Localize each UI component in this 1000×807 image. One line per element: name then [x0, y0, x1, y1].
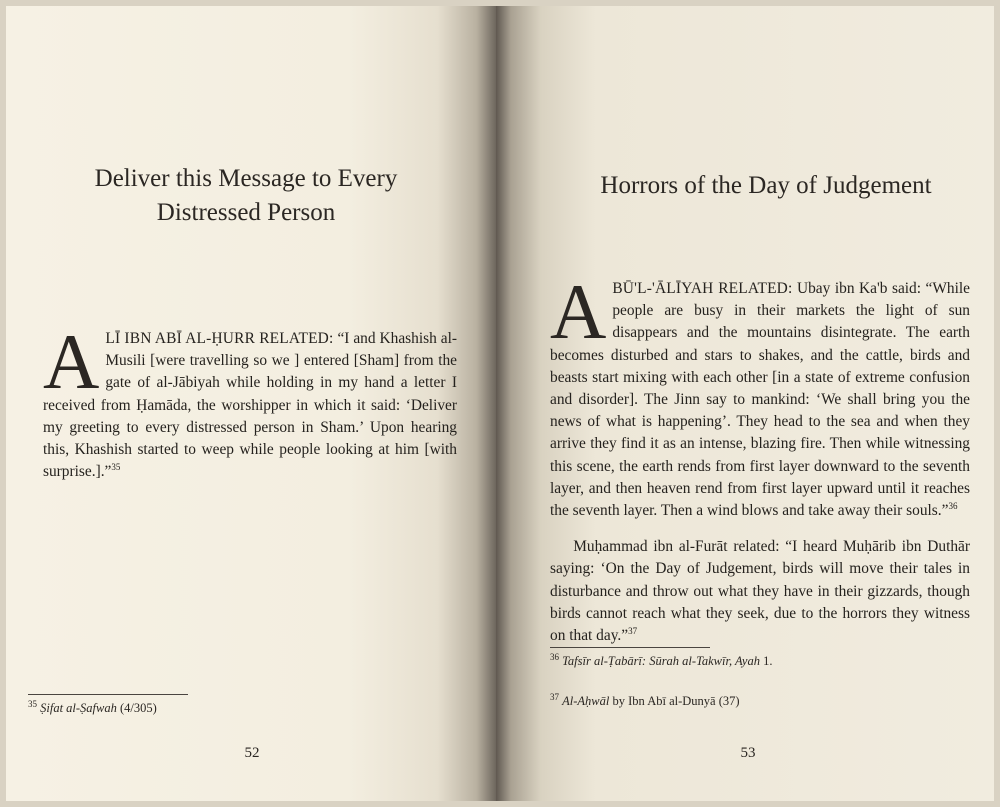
- left-drop-cap: A: [43, 318, 100, 405]
- right-chapter-title: Horrors of the Day of Judgement: [600, 172, 932, 199]
- right-footnote-number-36: 36: [550, 651, 559, 662]
- left-footnote: [28, 700, 157, 716]
- right-footnote-source-37: Al-Aḥwāl: [562, 694, 610, 708]
- right-paragraph-1: [550, 268, 970, 522]
- right-page-number: 53: [740, 745, 756, 761]
- right-footnote-rule: [550, 647, 710, 648]
- right-body-text: [550, 268, 970, 647]
- left-title-line2: Distressed Person: [156, 199, 336, 226]
- left-footnote-ref: (4/305): [116, 701, 157, 715]
- right-page: [496, 6, 994, 801]
- left-footnote-source: Ṣifat al-Ṣafwah: [40, 701, 117, 715]
- left-title-line1: Deliver this Message to Every: [94, 165, 398, 192]
- left-page: [6, 6, 496, 801]
- right-body: Ubay ibn Ka'b said: “While people are busy in their markets the light of sun disappears and the mountains disintegrate. The earth becomes disturbed and stars to shakes, and the cattle, birds and beasts start mixing with each other [in a state of extreme confusion and disorder]. The Jinn say to mankind: ‘We shall bring you the news of what is happening’. They head to the sea and when they arrive they find it as an intense, blazing fire. Then while witnessing this scene, the earth rends from first layer downward to the seventh layer, and then heaven rend from first layer upward until it reaches the seventh layer. Then a wind blows and take away their souls.”: [550, 280, 970, 520]
- left-footnote-rule: [28, 694, 188, 695]
- left-chapter-title: [46, 162, 446, 230]
- right-footnote-ref-37: by Ibn Abī al-Dunyā (37): [609, 694, 740, 708]
- right-para2-text: Muḥammad ibn al-Furāt related: “I heard Muḥārib ibn Duthār saying: ‘On the Day of Judgement, birds will move their tales in disturbance and throw out what they have in their gizzards, though birds cannot reach what they seek, due to the horrors they witness on that day.”: [550, 538, 970, 645]
- right-footnote-number-37: 37: [550, 691, 559, 702]
- right-paragraph-2: [550, 536, 970, 647]
- left-footnote-number: 35: [28, 698, 37, 709]
- right-footnote-marker-36: 36: [948, 500, 958, 511]
- left-body: “I and Khashish al-Musili [were travelling so we ] entered [Sham] from the gate of al-Jābiyah while holding in my hand a letter I received from Ḥamāda, the worshipper in which it said: ‘Deliver my greeting to every distressed person in Sham.’ Upon hearing this, Khashish started to weep while people looking at him [with surprise.].”: [43, 330, 458, 481]
- left-lead-text: LĪ IBN ABĪ AL-ḤURR RELATED:: [105, 330, 334, 347]
- right-footnote-ref-36: 1.: [759, 654, 773, 668]
- left-page-number: 52: [244, 745, 260, 761]
- right-footnote-37: [550, 693, 740, 709]
- right-footnote-marker-37: 37: [628, 625, 638, 636]
- left-footnote-marker: 35: [111, 462, 121, 473]
- right-footnote-36: [550, 653, 772, 669]
- right-footnote-source-36: Tafsīr al-Ṭabārī: Sūrah al-Takwīr, Ayah: [562, 654, 760, 668]
- right-drop-cap: A: [550, 268, 607, 355]
- right-lead-text: BŪ'L-'ĀLĪYAH RELATED:: [612, 280, 793, 297]
- left-body-text: [43, 318, 458, 483]
